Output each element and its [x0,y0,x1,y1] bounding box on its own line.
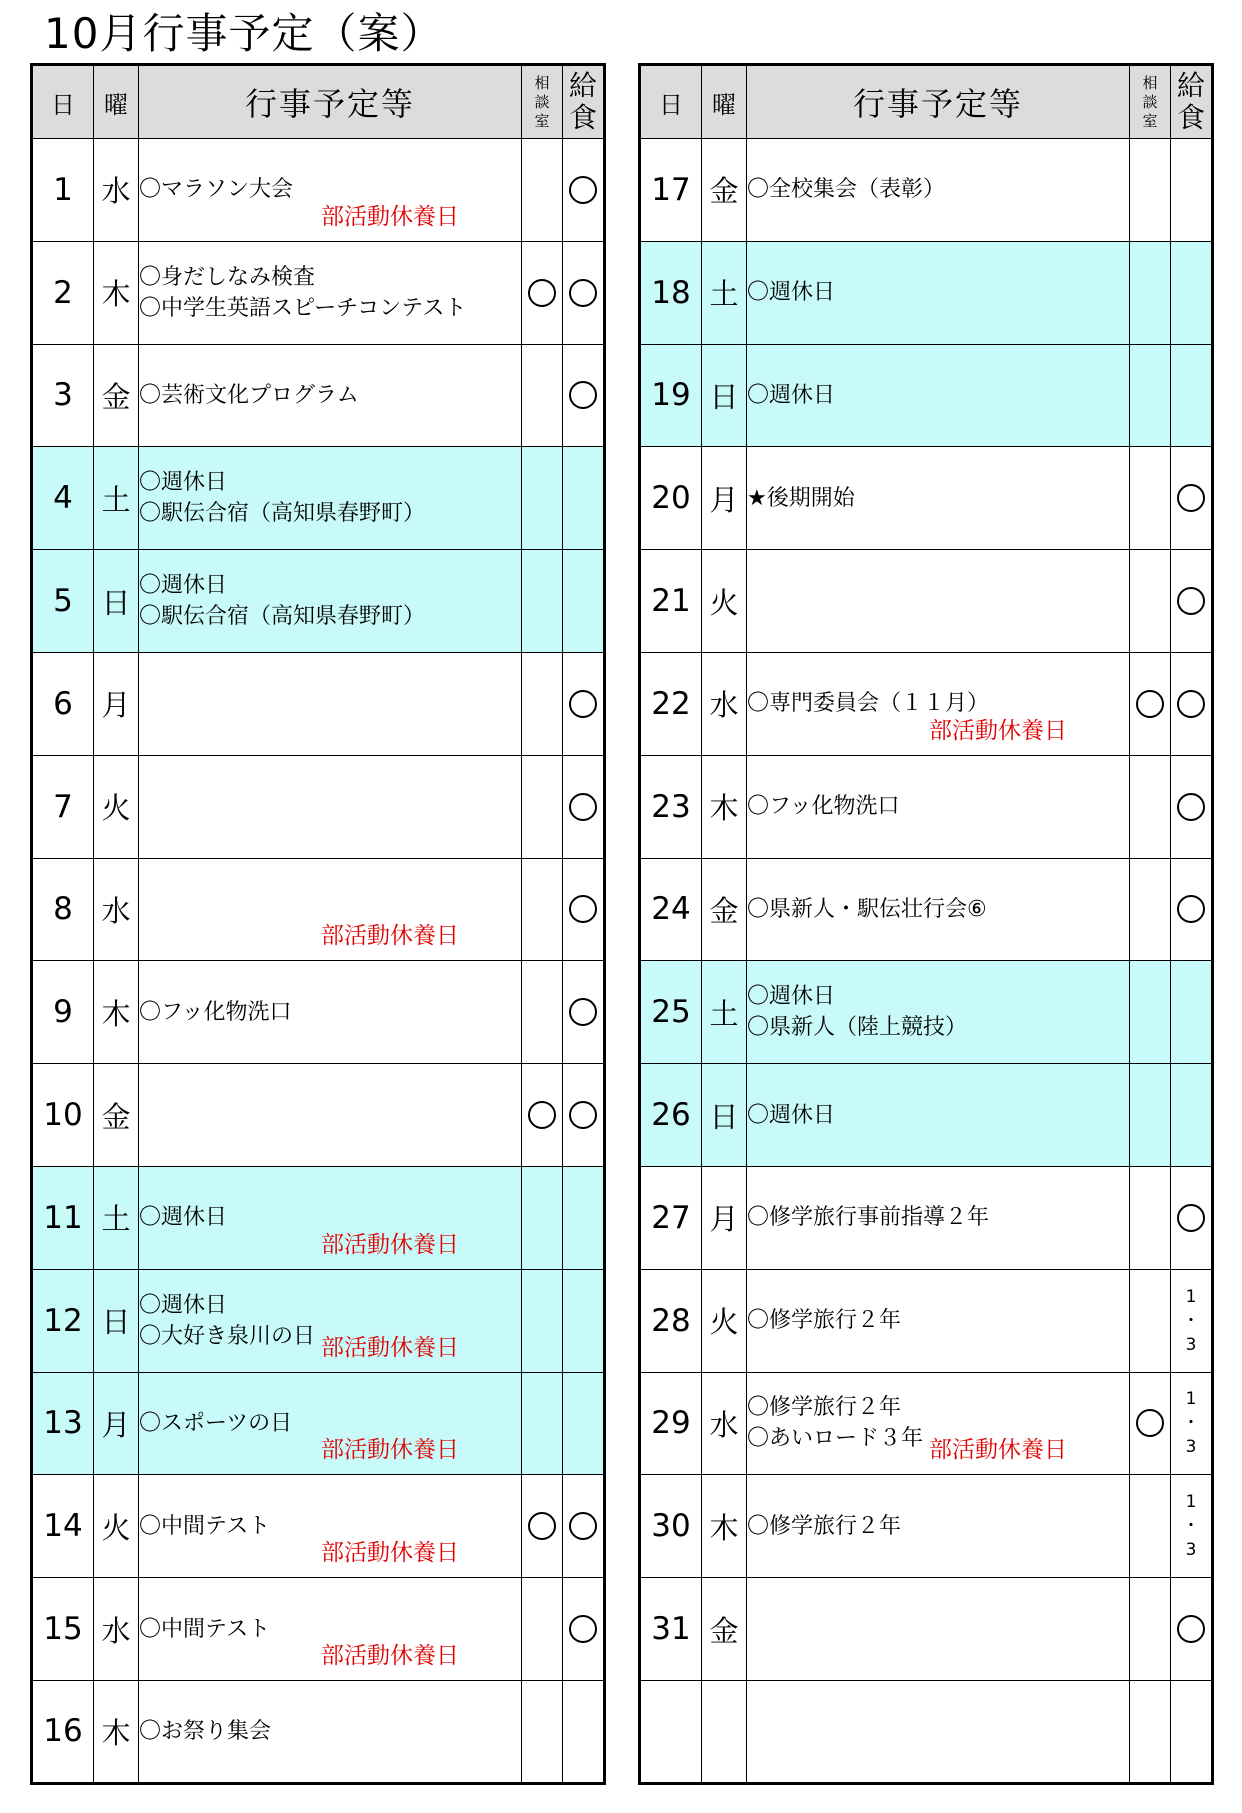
event-cell [139,139,522,242]
day-number: 22 [640,652,702,755]
lunch-cell [563,1269,605,1372]
event-cell [747,755,1130,858]
table-row [32,241,605,344]
weekday: 水 [94,1578,139,1681]
weekday: 土 [702,241,747,344]
schedule-table-right [638,63,1214,1785]
lunch-cell [563,550,605,653]
event-item: 〇週休日 [747,1102,836,1128]
weekday: 木 [702,1475,747,1578]
lunch-cell [563,139,605,242]
lunch-cell [1171,1269,1213,1372]
event-item: 〇フッ化物洗口 [747,794,900,820]
circle-mark-icon [1177,690,1205,718]
day-number: 27 [640,1166,702,1269]
weekday: 金 [702,858,747,961]
club-rest-day-note: 部活動休養日 [321,1334,459,1361]
weekday: 水 [702,1372,747,1475]
day-number: 13 [32,1372,94,1475]
day-number: 29 [640,1372,702,1475]
club-rest-day-note: 部活動休養日 [321,1231,459,1258]
table-row [32,1372,605,1475]
lunch-cell [1171,755,1213,858]
consult-room-cell [1130,139,1171,242]
lunch-cell [563,652,605,755]
event-cell [747,344,1130,447]
weekday: 木 [94,1680,139,1783]
lunch-cell [1171,1680,1213,1783]
event-item: 〇駅伝合宿（高知県春野町） [139,604,426,630]
header-day: 日 [32,65,94,139]
weekday: 木 [94,241,139,344]
lunch-cell [1171,1064,1213,1167]
table-row [640,1578,1213,1681]
lunch-cell [563,1475,605,1578]
lunch-cell [563,447,605,550]
day-number: 4 [32,447,94,550]
table-header-row [32,65,605,139]
event-cell [139,1680,522,1783]
day-number: 9 [32,961,94,1064]
event-item: ★後期開始 [747,485,855,511]
table-row [32,961,605,1064]
consult-room-cell [1130,550,1171,653]
club-rest-day-note: 部活動休養日 [321,923,459,950]
event-cell [747,1269,1130,1372]
lunch-grade-note: 3 [1185,1540,1197,1561]
consult-room-cell [522,961,563,1064]
day-number: 14 [32,1475,94,1578]
circle-mark-icon [1177,895,1205,923]
event-item: 〇芸術文化プログラム [139,382,359,408]
weekday: 土 [702,961,747,1064]
circle-mark-icon [1177,1204,1205,1232]
lunch-cell [563,1372,605,1475]
day-number: 24 [640,858,702,961]
event-cell [139,344,522,447]
weekday: 日 [94,550,139,653]
consult-room-cell [522,755,563,858]
schedule-table-left [30,63,606,1785]
lunch-cell [563,1166,605,1269]
circle-mark-icon [569,279,597,307]
club-rest-day-note: 部活動休養日 [321,1437,459,1464]
consult-room-cell [1130,1269,1171,1372]
table-row [640,550,1213,653]
table-header-row [640,65,1213,139]
header-events: 行事予定等 [139,65,522,139]
event-item: 〇お祭り集会 [139,1718,272,1744]
day-number: 10 [32,1064,94,1167]
event-cell [139,447,522,550]
day-number: 7 [32,755,94,858]
event-item: 〇中間テスト [139,1513,271,1539]
lunch-cell [1171,858,1213,961]
circle-mark-icon [1136,1409,1164,1437]
lunch-grade-note: 1 [1185,1389,1197,1410]
event-cell [139,1166,522,1269]
lunch-grade-note: ・ [1182,1310,1200,1331]
header-weekday: 曜 [702,65,747,139]
consult-room-cell [522,1680,563,1783]
table-row [32,652,605,755]
weekday: 火 [94,1475,139,1578]
circle-mark-icon [1136,690,1164,718]
weekday: 日 [94,1269,139,1372]
day-number: 21 [640,550,702,653]
day-number: 30 [640,1475,702,1578]
event-cell [139,1475,522,1578]
event-item: 〇専門委員会（１１月） [747,691,990,717]
event-cell [747,241,1130,344]
lunch-cell [563,1680,605,1783]
consult-room-cell [522,550,563,653]
lunch-cell [1171,447,1213,550]
event-cell [747,1064,1130,1167]
consult-room-cell [522,1269,563,1372]
event-item: 〇修学旅行２年 [747,1308,902,1334]
circle-mark-icon [1177,793,1205,821]
lunch-grade-note: ・ [1182,1516,1200,1537]
table-row [640,139,1213,242]
event-cell [139,241,522,344]
weekday: 土 [94,1166,139,1269]
consult-room-cell [522,652,563,755]
header-lunch: 給 食 [1171,65,1213,139]
table-row [640,755,1213,858]
weekday: 火 [94,755,139,858]
table-row [640,1680,1213,1783]
lunch-cell [1171,1475,1213,1578]
event-cell [139,858,522,961]
event-cell [747,1475,1130,1578]
day-number: 23 [640,755,702,858]
club-rest-day-note: 部活動休養日 [929,717,1067,744]
lunch-cell [1171,652,1213,755]
lunch-cell [1171,1578,1213,1681]
circle-mark-icon [569,1101,597,1129]
header-consult-room: 相 談 室 [1130,65,1171,139]
weekday: 火 [702,1269,747,1372]
consult-room-cell [1130,858,1171,961]
day-number: 26 [640,1064,702,1167]
table-row [640,344,1213,447]
consult-room-cell [1130,241,1171,344]
table-row [32,1166,605,1269]
consult-room-cell [1130,1064,1171,1167]
header-day: 日 [640,65,702,139]
table-row [32,550,605,653]
day-number: 8 [32,858,94,961]
event-cell [139,1269,522,1372]
weekday: 金 [94,344,139,447]
event-item: 〇修学旅行事前指導２年 [747,1205,990,1231]
event-item: 〇週休日 [747,382,836,408]
event-cell [747,1680,1130,1783]
day-number: 1 [32,139,94,242]
event-item: 〇マラソン大会 [139,177,294,203]
table-row [32,1064,605,1167]
weekday: 日 [702,344,747,447]
weekday: 月 [702,1166,747,1269]
page-title: 10月行事予定（案） [44,9,444,58]
consult-room-cell [1130,344,1171,447]
header-events: 行事予定等 [747,65,1130,139]
event-item: 〇大好き泉川の日 [139,1323,316,1349]
header-weekday: 曜 [94,65,139,139]
lunch-cell [1171,961,1213,1064]
event-item: 〇全校集会（表彰） [747,177,946,203]
table-row [32,1475,605,1578]
table-row [32,139,605,242]
event-cell [747,961,1130,1064]
weekday: 月 [702,447,747,550]
event-cell [747,550,1130,653]
event-item: 〇駅伝合宿（高知県春野町） [139,501,426,527]
table-row [32,858,605,961]
lunch-cell [1171,1372,1213,1475]
day-number [640,1680,702,1783]
day-number: 19 [640,344,702,447]
day-number: 3 [32,344,94,447]
weekday: 金 [94,1064,139,1167]
weekday: 水 [94,858,139,961]
lunch-cell [563,344,605,447]
consult-room-cell [1130,447,1171,550]
event-item: 〇週休日 [139,573,228,599]
event-cell [747,1578,1130,1681]
event-item: 〇フッ化物洗口 [139,999,292,1025]
consult-room-cell [1130,1166,1171,1269]
circle-mark-icon [1177,1615,1205,1643]
circle-mark-icon [1177,484,1205,512]
circle-mark-icon [528,279,556,307]
lunch-cell [563,961,605,1064]
event-item: 〇週休日 [139,1205,228,1231]
consult-room-cell [522,1372,563,1475]
weekday: 日 [702,1064,747,1167]
table-row [640,652,1213,755]
event-item: 〇県新人・駅伝壮行会⑥ [747,896,987,922]
consult-room-cell [1130,1475,1171,1578]
table-row [640,1166,1213,1269]
event-cell [747,447,1130,550]
consult-room-cell [1130,755,1171,858]
table-row [640,961,1213,1064]
event-item: 〇週休日 [747,280,836,306]
event-item: 〇あいロード３年 [747,1426,924,1452]
event-cell [139,755,522,858]
consult-room-cell [1130,652,1171,755]
event-cell [747,1166,1130,1269]
consult-room-cell [522,858,563,961]
consult-room-cell [522,1578,563,1681]
day-number: 31 [640,1578,702,1681]
day-number: 6 [32,652,94,755]
club-rest-day-note: 部活動休養日 [321,1540,459,1567]
lunch-cell [563,1064,605,1167]
club-rest-day-note: 部活動休養日 [929,1437,1067,1464]
lunch-cell [1171,241,1213,344]
circle-mark-icon [528,1512,556,1540]
event-cell [139,550,522,653]
consult-room-cell [1130,1578,1171,1681]
weekday: 金 [702,1578,747,1681]
table-row [32,1680,605,1783]
event-cell [139,1578,522,1681]
weekday: 水 [94,139,139,242]
lunch-cell [563,241,605,344]
lunch-grade-note: 1 [1185,1286,1197,1307]
circle-mark-icon [528,1101,556,1129]
lunch-cell [1171,344,1213,447]
circle-mark-icon [1177,587,1205,615]
table-row [640,241,1213,344]
consult-room-cell [522,1166,563,1269]
day-number: 20 [640,447,702,550]
circle-mark-icon [569,381,597,409]
day-number: 25 [640,961,702,1064]
circle-mark-icon [569,1615,597,1643]
day-number: 17 [640,139,702,242]
table-row [640,447,1213,550]
table-row [640,858,1213,961]
event-cell [139,1372,522,1475]
lunch-grade-note: 3 [1185,1437,1197,1458]
event-item: 〇身だしなみ検査 [139,264,316,290]
lunch-cell [563,858,605,961]
day-number: 18 [640,241,702,344]
table-row [32,755,605,858]
day-number: 16 [32,1680,94,1783]
consult-room-cell [1130,1372,1171,1475]
consult-room-cell [522,344,563,447]
club-rest-day-note: 部活動休養日 [321,203,459,230]
circle-mark-icon [569,1512,597,1540]
circle-mark-icon [569,895,597,923]
lunch-cell [563,755,605,858]
event-item: 〇中間テスト [139,1616,271,1642]
consult-room-cell [1130,1680,1171,1783]
circle-mark-icon [569,690,597,718]
weekday [702,1680,747,1783]
weekday: 木 [702,755,747,858]
table-row [640,1475,1213,1578]
event-cell [747,858,1130,961]
circle-mark-icon [569,998,597,1026]
weekday: 木 [94,961,139,1064]
header-consult-room: 相 談 室 [522,65,563,139]
weekday: 水 [702,652,747,755]
day-number: 28 [640,1269,702,1372]
lunch-cell [1171,1166,1213,1269]
weekday: 土 [94,447,139,550]
weekday: 金 [702,139,747,242]
day-number: 12 [32,1269,94,1372]
table-row [32,1578,605,1681]
event-item: 〇週休日 [747,984,836,1010]
event-item: 〇週休日 [139,470,228,496]
lunch-cell [1171,550,1213,653]
event-item: 〇週休日 [139,1292,228,1318]
event-cell [139,1064,522,1167]
event-item: 〇修学旅行２年 [747,1513,902,1539]
table-row [32,1269,605,1372]
table-row [640,1269,1213,1372]
event-item: 〇県新人（陸上競技） [747,1015,968,1041]
table-row [32,344,605,447]
table-row [32,447,605,550]
event-item: 〇修学旅行２年 [747,1395,902,1421]
weekday: 火 [702,550,747,653]
day-number: 2 [32,241,94,344]
consult-room-cell [522,447,563,550]
circle-mark-icon [569,176,597,204]
lunch-cell [1171,139,1213,242]
lunch-grade-note: 3 [1185,1334,1197,1355]
weekday: 月 [94,1372,139,1475]
event-item: 〇中学生英語スピーチコンテスト [139,295,467,321]
event-cell [747,1372,1130,1475]
table-row [640,1064,1213,1167]
table-row [640,1372,1213,1475]
lunch-cell [563,1578,605,1681]
event-cell [139,961,522,1064]
consult-room-cell [522,139,563,242]
consult-room-cell [522,1064,563,1167]
weekday: 月 [94,652,139,755]
day-number: 11 [32,1166,94,1269]
day-number: 5 [32,550,94,653]
lunch-grade-note: 1 [1185,1492,1197,1513]
consult-room-cell [1130,961,1171,1064]
circle-mark-icon [569,793,597,821]
day-number: 15 [32,1578,94,1681]
lunch-grade-note: ・ [1182,1413,1200,1434]
event-cell [139,652,522,755]
header-lunch: 給 食 [563,65,605,139]
event-item: 〇スポーツの日 [139,1410,293,1436]
event-cell [747,139,1130,242]
event-cell [747,652,1130,755]
club-rest-day-note: 部活動休養日 [321,1642,459,1669]
consult-room-cell [522,1475,563,1578]
consult-room-cell [522,241,563,344]
